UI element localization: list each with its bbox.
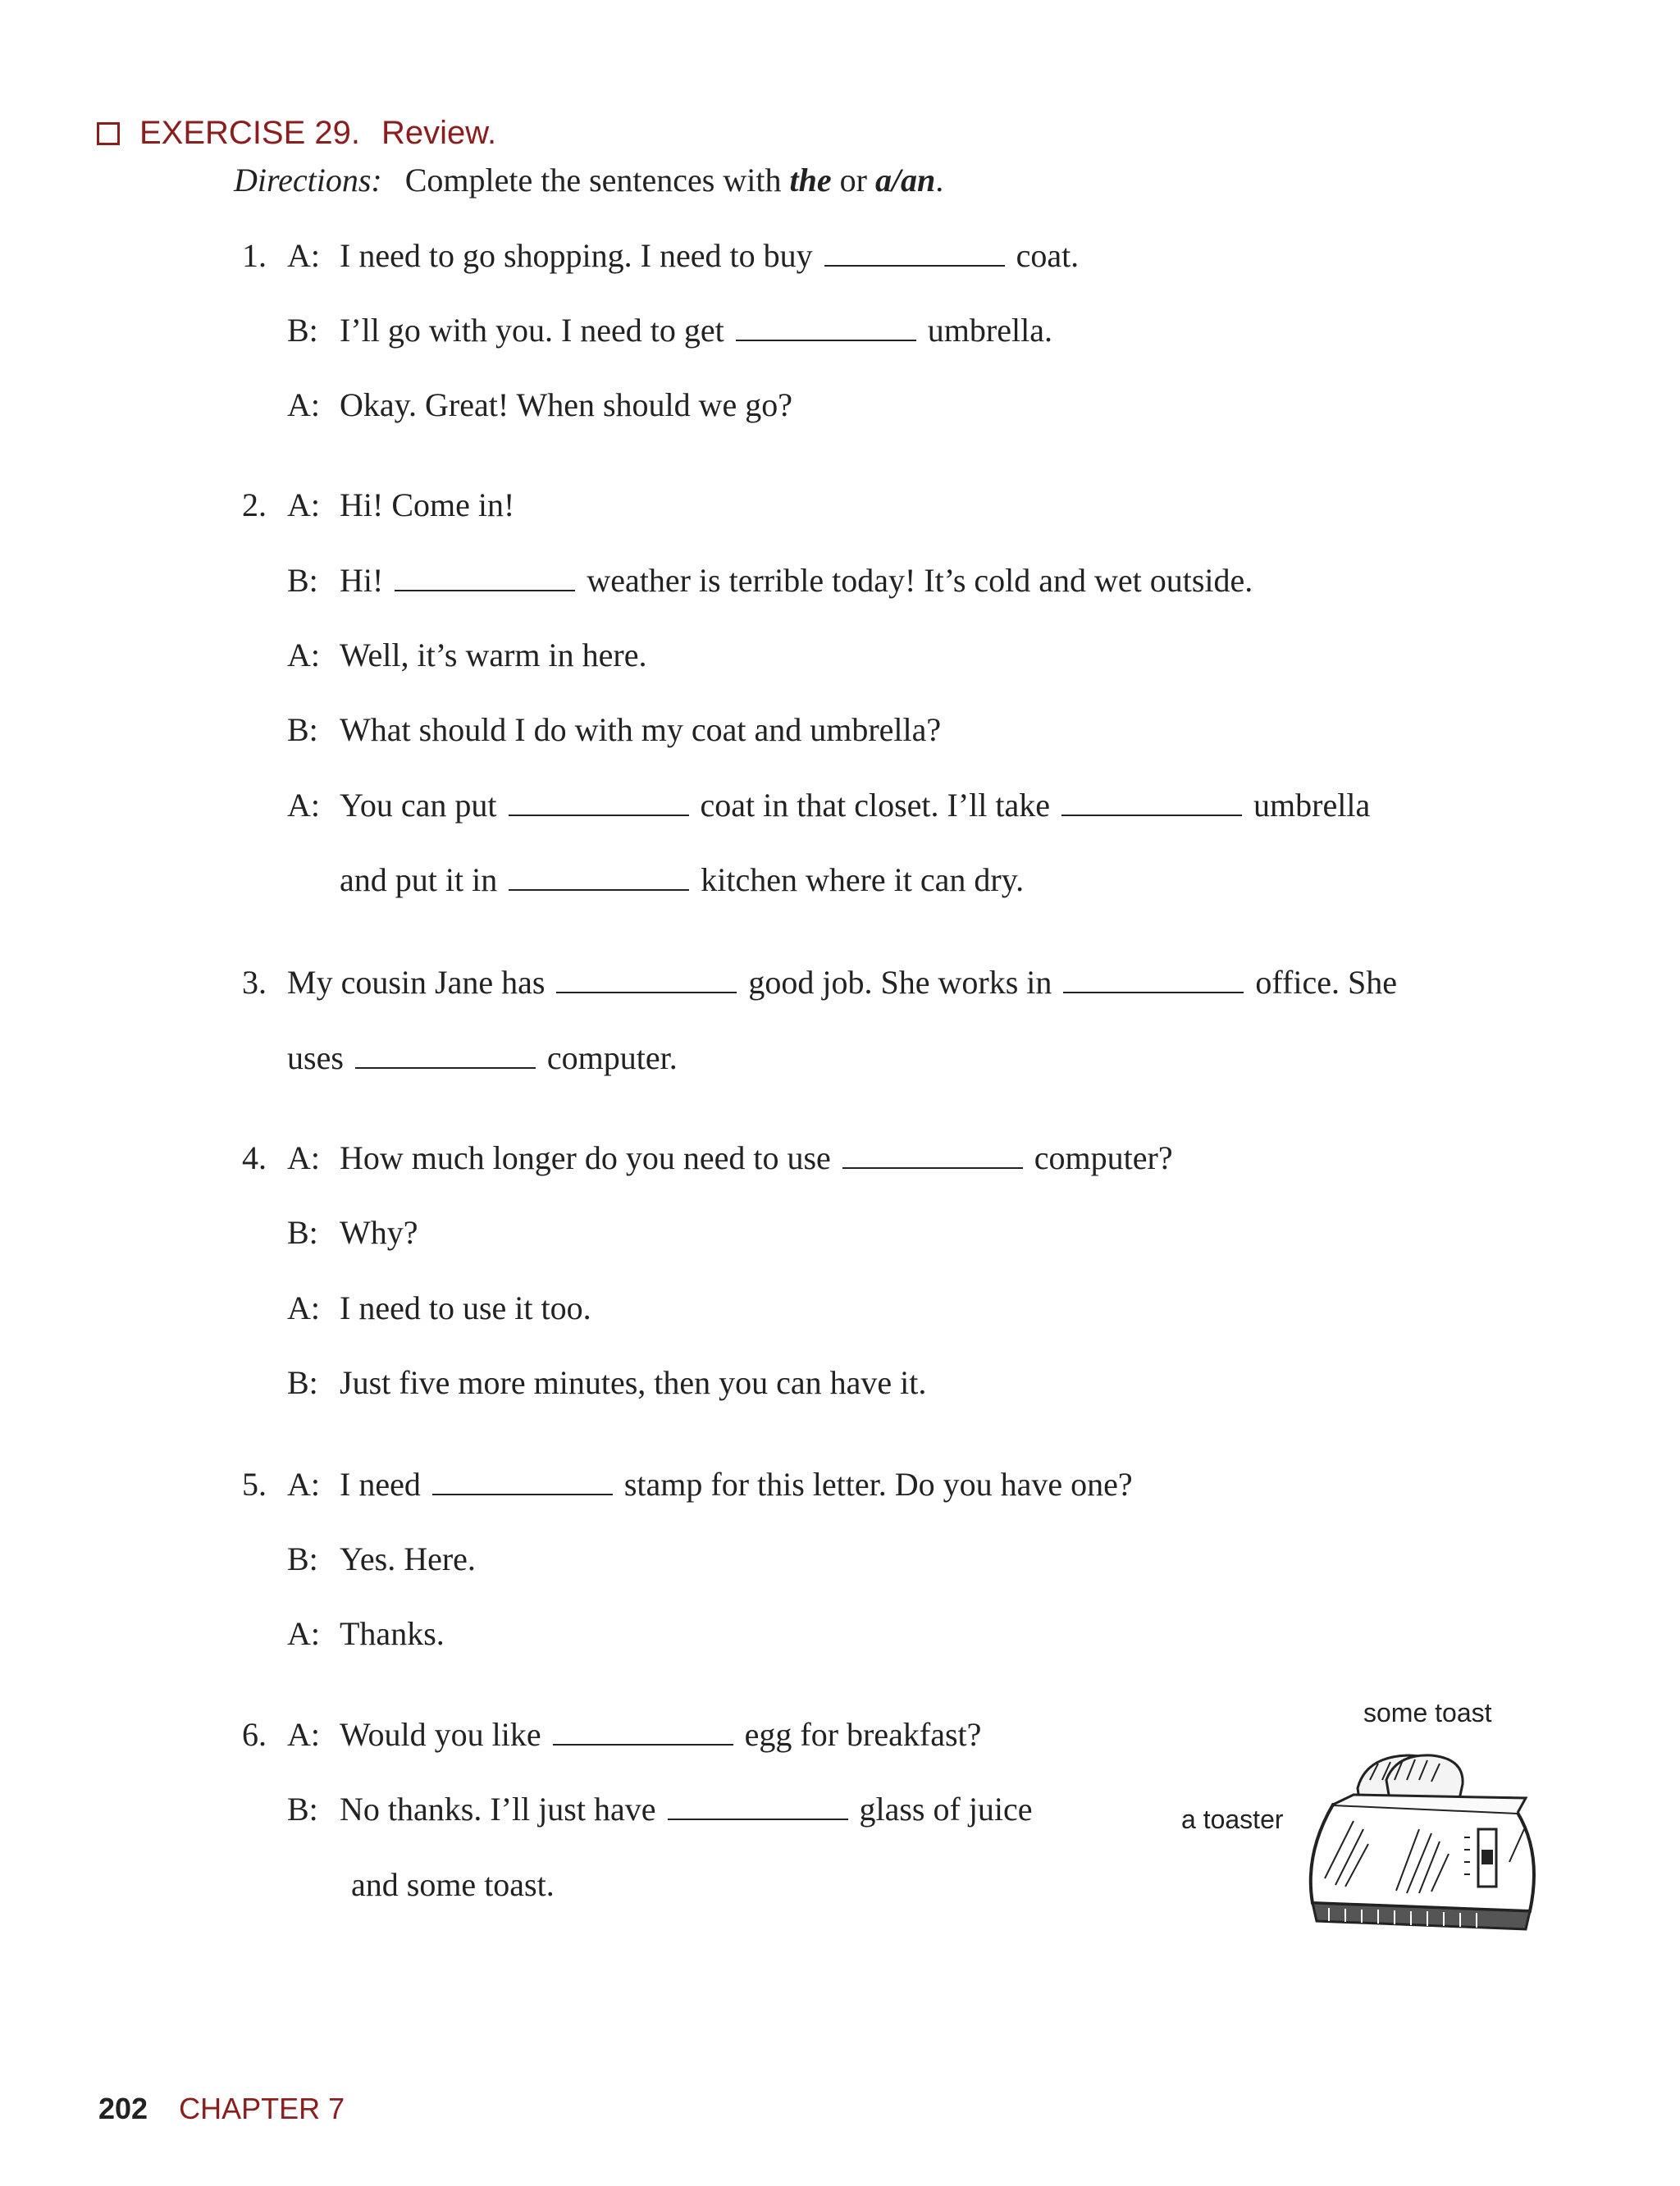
line-text — [340, 1718, 981, 1751]
item-number: 3. — [242, 964, 267, 1001]
speaker-label: A: — [287, 1716, 320, 1753]
line-text — [340, 639, 646, 672]
item-number: 6. — [242, 1716, 267, 1753]
sentence-part: uses — [287, 1039, 344, 1076]
line-text — [287, 1039, 678, 1076]
chapter-label: CHAPTER 7 — [179, 2092, 345, 2125]
answer-blank[interactable] — [736, 318, 916, 341]
directions-text: Complete the sentences with — [404, 162, 782, 199]
directions-aan: a/an — [874, 162, 936, 199]
sentence-part: egg for breakfast? — [744, 1716, 982, 1753]
sentence-part: How much longer do you need to use — [340, 1139, 831, 1176]
sentence-part: No thanks. I’ll just have — [340, 1791, 656, 1828]
directions — [234, 161, 943, 199]
page-number: 202 — [98, 2092, 148, 2125]
line-text — [340, 1289, 591, 1326]
speaker-label: A: — [287, 1615, 320, 1652]
exercise-title: Review. — [381, 115, 497, 151]
toaster-icon — [1181, 1698, 1559, 1944]
line-text — [340, 1216, 418, 1249]
exercise-number: EXERCISE 29. — [139, 115, 361, 151]
sentence-part: good job. She works in — [748, 964, 1052, 1001]
sentence-text: and some toast. — [351, 1866, 555, 1903]
sentence-text: Yes. Here. — [340, 1540, 476, 1577]
sentence-part: and put it in — [340, 861, 498, 898]
speaker-label: A: — [287, 787, 320, 824]
answer-blank[interactable] — [556, 970, 737, 993]
item-number: 2. — [242, 486, 267, 523]
directions-the: the — [789, 162, 832, 199]
sentence-part: weather is terrible today! It’s cold and wet outside. — [587, 562, 1253, 599]
line-text — [340, 711, 942, 748]
sentence-part: stamp for this letter. Do you have one? — [623, 1466, 1133, 1503]
sentence-part: umbrella — [1253, 787, 1371, 824]
line-text — [340, 314, 1052, 347]
answer-blank[interactable] — [553, 1723, 733, 1746]
line-text — [340, 237, 1080, 274]
sentence-part: My cousin Jane has — [287, 964, 546, 1001]
speaker-label: B: — [287, 1364, 318, 1401]
answer-blank[interactable] — [1063, 970, 1244, 993]
speaker-label: B: — [287, 1214, 318, 1251]
speaker-label: B: — [287, 312, 318, 349]
sentence-text: Well, it’s warm in here. — [340, 637, 647, 673]
sentence-part: I need to go shopping. I need to buy — [340, 237, 813, 274]
line-text — [340, 1540, 476, 1577]
sentence-text: What should I do with my coat and umbrella? — [340, 711, 942, 748]
line-text — [340, 564, 1253, 597]
answer-blank[interactable] — [842, 1146, 1023, 1169]
answer-blank[interactable] — [509, 868, 689, 891]
speaker-label: A: — [287, 1139, 320, 1176]
answer-blank[interactable] — [824, 244, 1005, 267]
line-text — [340, 1468, 1133, 1501]
line-text — [340, 1615, 445, 1652]
label-a-toaster: a toaster — [1181, 1805, 1284, 1834]
sentence-part: glass of juice — [859, 1791, 1033, 1828]
sentence-part: coat in that closet. I’ll take — [700, 787, 1051, 824]
speaker-label: A: — [287, 1466, 320, 1503]
sentence-part: I’ll go with you. I need to get — [340, 312, 724, 349]
sentence-text: Why? — [340, 1214, 418, 1251]
line-text — [340, 1139, 1173, 1176]
sentence-part: You can put — [340, 787, 497, 824]
speaker-label: A: — [287, 1289, 320, 1326]
speaker-label: A: — [287, 486, 320, 523]
directions-or: or — [839, 162, 867, 199]
line-text — [340, 861, 1025, 898]
line-text — [351, 1866, 555, 1903]
sentence-part: computer. — [546, 1039, 678, 1076]
sentence-part: coat. — [1016, 237, 1080, 274]
item-number: 5. — [242, 1466, 267, 1503]
directions-label: Directions: — [234, 162, 382, 199]
checkbox-icon[interactable] — [97, 122, 120, 145]
speaker-label: B: — [287, 711, 318, 748]
page-footer — [98, 2092, 345, 2126]
speaker-label: A: — [287, 237, 320, 274]
line-text — [287, 966, 1397, 999]
speaker-label: B: — [287, 1540, 318, 1577]
sentence-text: Thanks. — [340, 1615, 445, 1652]
sentence-text: Hi! Come in! — [340, 486, 515, 523]
item-number: 1. — [242, 237, 267, 274]
line-text — [340, 486, 515, 523]
speaker-label: A: — [287, 637, 320, 673]
line-text — [340, 386, 793, 423]
speaker-label: B: — [287, 562, 318, 599]
speaker-label: A: — [287, 386, 320, 423]
line-text — [340, 1793, 1033, 1826]
sentence-part: office. She — [1255, 964, 1397, 1001]
sentence-text: I need to use it too. — [340, 1289, 591, 1326]
speaker-label: B: — [287, 1791, 318, 1828]
sentence-part: Would you like — [340, 1716, 541, 1753]
answer-blank[interactable] — [509, 793, 689, 816]
answer-blank[interactable] — [668, 1797, 848, 1820]
answer-blank[interactable] — [1061, 793, 1242, 816]
sentence-part: computer? — [1034, 1139, 1173, 1176]
item-number: 4. — [242, 1139, 267, 1176]
label-some-toast: some toast — [1363, 1698, 1492, 1727]
line-text — [340, 1364, 927, 1401]
sentence-text: Just five more minutes, then you can have it. — [340, 1364, 927, 1401]
answer-blank[interactable] — [395, 568, 575, 591]
answer-blank[interactable] — [432, 1472, 613, 1495]
sentence-text: Okay. Great! When should we go? — [340, 386, 793, 423]
toaster-figure — [1181, 1698, 1559, 1944]
directions-period: . — [935, 162, 944, 199]
exercise-header — [97, 115, 496, 152]
sentence-part: I need — [340, 1466, 421, 1503]
sentence-part: umbrella. — [927, 312, 1052, 349]
answer-blank[interactable] — [355, 1046, 536, 1069]
line-text — [340, 789, 1370, 822]
sentence-part: kitchen where it can dry. — [701, 861, 1025, 898]
sentence-part: Hi! — [340, 562, 384, 599]
